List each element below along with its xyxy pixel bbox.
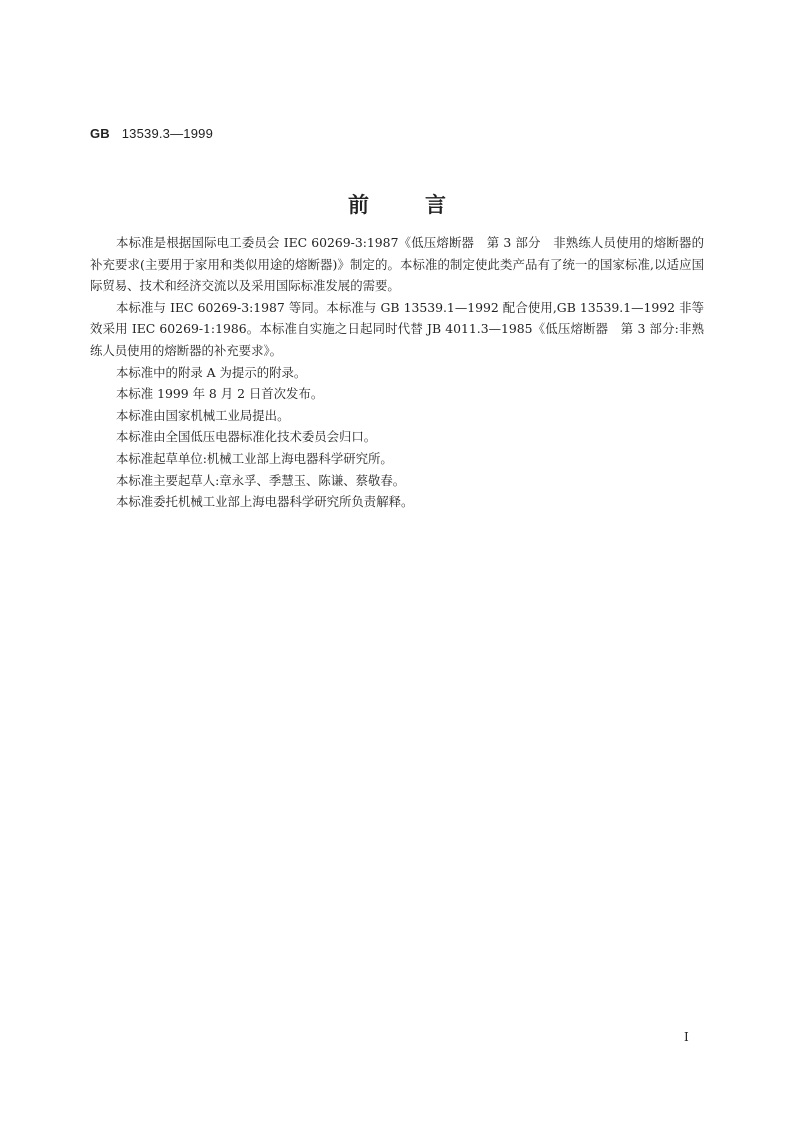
paragraph-interpretation: 本标准委托机械工业部上海电器科学研究所负责解释。 xyxy=(116,494,414,510)
paragraph-drafting-unit: 本标准起草单位:机械工业部上海电器科学研究所。 xyxy=(116,450,393,466)
foreword-body xyxy=(90,232,704,513)
paragraph-drafters: 本标准主要起草人:章永孚、季慧玉、陈谦、蔡敬春。 xyxy=(116,472,406,488)
paragraph-equivalence: 本标准与 IEC 60269-3:1987 等同。本标准与 GB 13539.1—1992 配合使用,GB 13539.1—1992 非等效采用 IEC 60269-1:1986。本标准自实施之日起同时代替 JB 4011.3—1985《低压熔断器 第 3 部分:非熟练人员使用的熔断器的补充要求》。 xyxy=(90,299,704,358)
paragraph-first-release: 本标准 1999 年 8 月 2 日首次发布。 xyxy=(116,386,324,402)
page-number: I xyxy=(684,1030,689,1044)
standard-number: 13539.3—1999 xyxy=(121,126,214,141)
paragraph-centralized: 本标准由全国低压电器标准化技术委员会归口。 xyxy=(116,429,377,445)
paragraph-proposer: 本标准由国家机械工业局提出。 xyxy=(116,407,290,423)
standard-prefix: GB xyxy=(90,126,110,141)
paragraph-appendix: 本标准中的附录 A 为提示的附录。 xyxy=(116,364,307,380)
paragraph-basis: 本标准是根据国际电工委员会 IEC 60269-3:1987《低压熔断器 第 3 部分 非熟练人员使用的熔断器的补充要求(主要用于家用和类似用途的熔断器)》制定的。本标准的制定使此类产品有了统一的国家标准,以适应国际贸易、技术和经济交流以及采用国际标准发展的需要。 xyxy=(90,235,704,294)
standard-code xyxy=(90,126,213,141)
page-title: 前言 xyxy=(348,193,502,217)
